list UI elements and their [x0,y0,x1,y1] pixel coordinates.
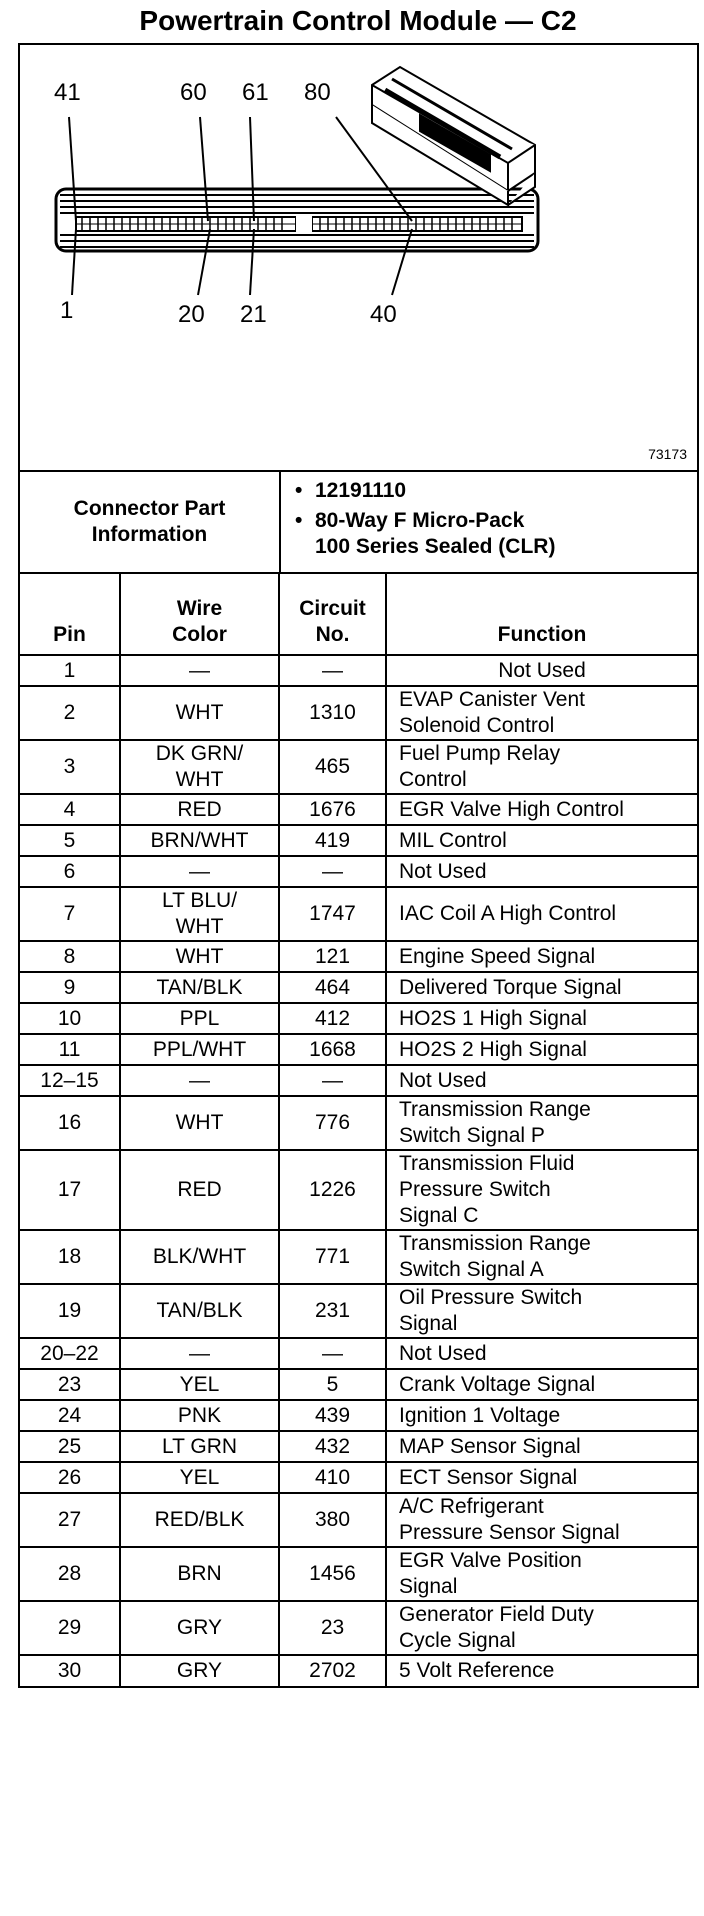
function-cell [386,1338,697,1369]
function-text-line: EGR Valve Position [399,1549,582,1572]
wire-color-cell [120,1400,279,1431]
circuit-cell: 1676 [279,794,386,825]
circuit-cell: 231 [279,1284,386,1338]
wire-color-cell [120,1065,279,1096]
circuit-cell: 2702 [279,1655,386,1686]
circuit-cell: 5 [279,1369,386,1400]
function-text-line: EGR Valve High Control [399,797,624,821]
pin-cell: 10 [20,1003,120,1034]
connector-part-info [20,472,697,574]
header-circuit-line2: No. [315,623,350,646]
wire-color-text: BLK/WHT [152,1245,247,1268]
table-row [20,1065,697,1096]
pin-label-40: 40 [370,301,397,328]
wire-color-text: RED [177,1178,222,1201]
function-cell [386,655,697,686]
circuit-cell: 465 [279,740,386,794]
function-cell [386,887,697,941]
table-row [20,887,697,941]
wire-color-cell [120,1338,279,1369]
wire-color-text: GRY [176,1616,223,1639]
pin-label-20: 20 [178,301,205,328]
function-text-line: Pressure Sensor Signal [399,1521,620,1544]
function-text-line: Not Used [399,1341,487,1365]
header-pin: Pin [20,574,120,655]
wire-color-cell [120,972,279,1003]
pin-label-41: 41 [54,79,81,106]
function-cell [386,825,697,856]
pin-cell: 9 [20,972,120,1003]
wire-color-text: PPL/WHT [152,1037,247,1061]
wire-color-cell [120,1431,279,1462]
circuit-cell: 1747 [279,887,386,941]
wire-color-text: BRN [177,1562,222,1585]
circuit-cell: — [279,1338,386,1369]
connector-diagram [20,45,697,472]
function-text-line: Solenoid Control [399,714,555,737]
connector-drawing [20,45,697,470]
circuit-cell: — [279,856,386,887]
function-text-line: MIL Control [399,828,507,852]
pinout-table-header [20,574,697,655]
pin-cell: 18 [20,1230,120,1284]
circuit-cell: 412 [279,1003,386,1034]
function-cell [386,1400,697,1431]
table-row [20,1284,697,1338]
table-row [20,1096,697,1150]
function-text-line: IAC Coil A High Control [399,902,617,925]
wire-color-text: PNK [177,1403,222,1427]
table-row [20,1462,697,1493]
circuit-cell: 771 [279,1230,386,1284]
function-text-line: Transmission Range [399,1098,591,1121]
wire-color-cell [120,825,279,856]
pin-label-1: 1 [60,297,74,324]
pinout-table [20,574,697,1686]
pin-label-61: 61 [242,79,269,106]
table-row [20,1338,697,1369]
connector-part-info-label [20,472,281,572]
wire-color-cell [120,1655,279,1686]
wire-color-cell [120,1462,279,1493]
circuit-cell: 410 [279,1462,386,1493]
figure-id: 73173 [648,446,687,462]
table-row [20,686,697,740]
function-cell [386,1284,697,1338]
header-wire-color [120,574,279,655]
function-cell [386,1369,697,1400]
function-cell [386,1003,697,1034]
header-circuit [279,574,386,655]
table-row [20,740,697,794]
pin-cell: 3 [20,740,120,794]
pin-cell: 6 [20,856,120,887]
pin-cell: 19 [20,1284,120,1338]
wire-color-text: RED/BLK [154,1508,245,1531]
pin-label-60: 60 [180,79,207,106]
table-row [20,1003,697,1034]
function-cell [386,1230,697,1284]
function-text-line: Engine Speed Signal [399,944,596,968]
info-label-line1: Connector Part [73,497,226,520]
function-text-line: Not Used [399,859,487,883]
pin-cell: 24 [20,1400,120,1431]
connector-body [56,189,538,251]
wire-color-text: TAN/BLK [156,1299,243,1322]
wire-color-cell [120,794,279,825]
function-text-line: Switch Signal P [399,1124,545,1147]
wire-color-cell [120,1369,279,1400]
wire-color-text: RED [177,797,222,821]
function-cell [386,1547,697,1601]
function-cell [386,686,697,740]
table-row [20,1150,697,1230]
pin-cell: 26 [20,1462,120,1493]
wire-color-cell [120,686,279,740]
pin-cell: 5 [20,825,120,856]
wire-color-cell [120,1003,279,1034]
table-row [20,655,697,686]
wire-color-cell [120,1284,279,1338]
function-cell [386,1493,697,1547]
function-text-line: MAP Sensor Signal [399,1434,581,1458]
header-circuit-line1: Circuit [299,597,366,620]
circuit-cell: 439 [279,1400,386,1431]
pin-label-80: 80 [304,79,331,106]
function-text-line: Delivered Torque Signal [399,975,622,999]
function-cell [386,1150,697,1230]
function-text-line: Cycle Signal [399,1629,516,1652]
table-row [20,1601,697,1655]
pin-cell: 1 [20,655,120,686]
header-function: Function [386,574,697,655]
wire-color-text: GRY [176,1659,223,1682]
page-title: Powertrain Control Module — C2 [139,5,577,36]
function-text-line: ECT Sensor Signal [399,1465,578,1489]
pin-cell: 7 [20,887,120,941]
function-text-line: Signal [399,1575,458,1598]
pin-cell: 30 [20,1655,120,1686]
pin-cell: 4 [20,794,120,825]
function-text-line: Not Used [498,658,586,682]
pin-cell: 28 [20,1547,120,1601]
wire-color-cell [120,1601,279,1655]
function-text-line: Signal C [399,1204,479,1227]
wire-color-cell [120,1034,279,1065]
wire-color-text: WHT [175,1111,224,1134]
wire-color-text: YEL [179,1465,220,1489]
wire-color-cell [120,740,279,794]
function-text-line: HO2S 1 High Signal [399,1006,587,1030]
connector-part-info-values [281,472,697,572]
pin-cell: 17 [20,1150,120,1230]
wire-color-text: — [189,859,210,883]
pin-cell: 25 [20,1431,120,1462]
pin-cell: 8 [20,941,120,972]
circuit-cell: 23 [279,1601,386,1655]
circuit-cell: 1668 [279,1034,386,1065]
wire-color-text: — [189,1068,210,1092]
function-text-line: Transmission Range [399,1232,591,1255]
wire-color-text: YEL [179,1372,220,1396]
wire-color-text: WHT [175,944,224,968]
wire-color-cell [120,1547,279,1601]
wire-color-cell [120,856,279,887]
wire-color-text: DK GRN/ WHT [155,742,244,791]
function-cell [386,1462,697,1493]
function-text-line: Generator Field Duty [399,1603,594,1626]
wire-color-cell [120,1493,279,1547]
header-wire-color-line2: Color [172,623,227,646]
pin-cell: 23 [20,1369,120,1400]
function-text-line: Signal [399,1312,458,1335]
wire-color-cell [120,941,279,972]
pin-cell: 20–22 [20,1338,120,1369]
wire-color-text: LT BLU/ WHT [161,889,238,938]
function-cell [386,856,697,887]
wire-color-text: — [189,1341,210,1365]
circuit-cell: 1226 [279,1150,386,1230]
function-cell [386,941,697,972]
function-cell [386,740,697,794]
table-row [20,825,697,856]
circuit-cell: 776 [279,1096,386,1150]
function-text-line: Transmission Fluid [399,1152,575,1175]
pin-cell: 16 [20,1096,120,1150]
circuit-cell: 1456 [279,1547,386,1601]
wire-color-cell [120,887,279,941]
circuit-cell: 432 [279,1431,386,1462]
circuit-cell: 464 [279,972,386,1003]
table-row [20,794,697,825]
table-row [20,1493,697,1547]
circuit-cell: — [279,655,386,686]
table-row [20,1369,697,1400]
function-text-line: Control [399,768,467,791]
connector-isometric-view [372,67,535,205]
pinout-table-body [20,655,697,1686]
circuit-cell: 1310 [279,686,386,740]
table-row [20,972,697,1003]
table-row [20,856,697,887]
function-cell [386,1065,697,1096]
function-text-line: A/C Refrigerant [399,1495,544,1518]
function-text-line: Switch Signal A [399,1258,544,1281]
header-wire-color-line1: Wire [176,597,223,620]
function-cell [386,1601,697,1655]
pin-cell: 12–15 [20,1065,120,1096]
wire-color-cell [120,655,279,686]
wire-color-text: TAN/BLK [156,975,243,999]
wire-color-cell [120,1096,279,1150]
function-text-line: Pressure Switch [399,1178,551,1201]
info-label-line2: Information [91,523,208,546]
table-row [20,1655,697,1686]
connector-description-line2: 100 Series Sealed (CLR) [315,535,556,558]
table-row [20,1230,697,1284]
function-text-line: 5 Volt Reference [399,1659,555,1682]
function-cell [386,1431,697,1462]
table-row [20,1400,697,1431]
function-text-line: Crank Voltage Signal [399,1372,596,1396]
wire-color-cell [120,1150,279,1230]
pin-cell: 2 [20,686,120,740]
function-text-line: EVAP Canister Vent [399,688,585,711]
pin-cell: 29 [20,1601,120,1655]
function-cell [386,972,697,1003]
function-text-line: Not Used [399,1068,487,1092]
circuit-cell: 121 [279,941,386,972]
pin-cell: 27 [20,1493,120,1547]
wire-color-text: BRN/WHT [150,828,249,852]
connector-description-line1: • 80-Way F Micro-Pack [315,508,697,534]
table-row [20,1034,697,1065]
wire-color-cell [120,1230,279,1284]
connector-sheet [18,43,699,1688]
circuit-cell: 419 [279,825,386,856]
function-text-line: HO2S 2 High Signal [399,1037,587,1061]
wire-color-text: WHT [175,701,224,724]
pin-cell: 11 [20,1034,120,1065]
table-row [20,1547,697,1601]
function-text-line: Fuel Pump Relay [399,742,561,765]
function-cell [386,1655,697,1686]
function-text-line: Ignition 1 Voltage [399,1403,561,1427]
function-cell [386,1034,697,1065]
function-cell [386,794,697,825]
table-row [20,1431,697,1462]
part-number: • 12191110 [315,478,697,504]
wire-color-text: LT GRN [161,1434,238,1458]
circuit-cell: — [279,1065,386,1096]
function-text-line: Oil Pressure Switch [399,1286,583,1309]
pin-label-21: 21 [240,301,267,328]
table-row [20,941,697,972]
circuit-cell: 380 [279,1493,386,1547]
function-cell [386,1096,697,1150]
wire-color-text: — [189,658,210,682]
wire-color-text: PPL [179,1006,220,1030]
